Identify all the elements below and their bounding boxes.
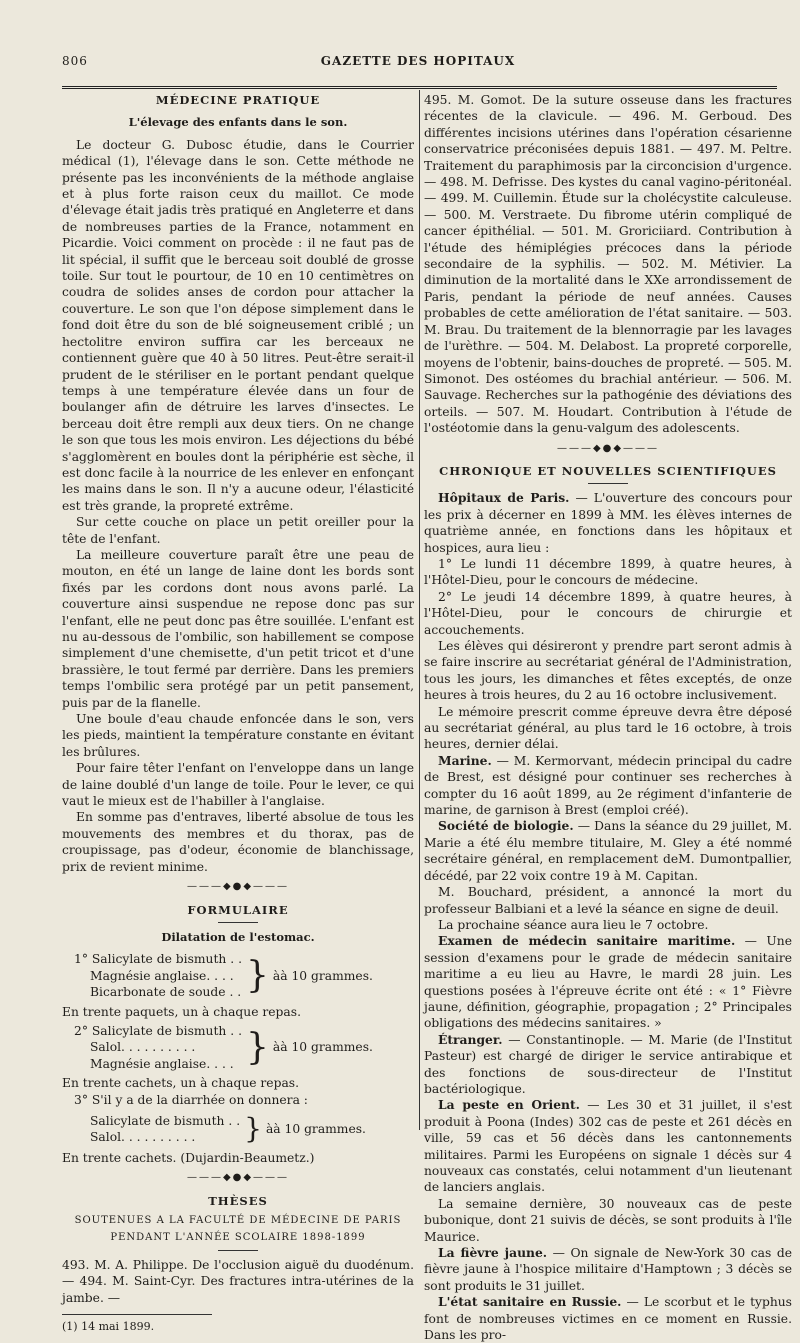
short-rule xyxy=(218,922,258,923)
news-item xyxy=(424,753,792,819)
rx-instruction: En trente cachets. (Dujardin-Beaumetz.) xyxy=(62,1150,315,1165)
section-ornament: ———◆●◆——— xyxy=(186,881,290,893)
news-text: — Les 30 et 31 juillet, il s'est produit à Poona (Indes) 302 cas de peste et 261 décès en ville, 59 cas et 56 décès dans les cantonnements militaires. Parmi les Européens on signale 1 décès sur 4 nouveaux cas constatés, celui notamment d'un lieutenant de lanciers anglais. xyxy=(424,1098,792,1195)
rx-item: 2° Salicylate de bismuth . . xyxy=(74,1023,242,1038)
paragraph: Les élèves qui désireront y prendre part seront admis à se faire inscrire au secrétariat général de l'Administration, tous les jours, les dimanches et fêtes exceptés, de onze heures à trois heures, du 2 au 16 octobre inclusivement. xyxy=(424,639,792,703)
brace-icon: } xyxy=(244,1111,262,1145)
news-item xyxy=(424,1245,792,1294)
section-title-medecine: MÉDECINE PRATIQUE xyxy=(155,93,321,107)
article-title-elevage: L'élevage des enfants dans le son. xyxy=(128,115,348,130)
rx-item: Salol. . . . . . . . . . xyxy=(90,1040,196,1055)
news-heading: La peste en Orient. xyxy=(438,1097,580,1113)
rx-intro: 3° S'il y a de la diarrhée on donnera : xyxy=(74,1092,308,1107)
news-heading: L'état sanitaire en Russie. xyxy=(438,1294,622,1310)
news-heading: Étranger. xyxy=(438,1031,503,1047)
left-column xyxy=(62,92,414,1336)
theses-list: 493. M. A. Philippe. De l'occlusion aiguë du duodénum. — 494. M. Saint-Cyr. Des fractures intra-utérines de la jambe. — xyxy=(62,1258,414,1305)
news-item xyxy=(424,1294,792,1343)
paragraph: 1° Le lundi 11 décembre 1899, à quatre heures, à l'Hôtel-Dieu, pour le concours de médecine. xyxy=(424,556,792,588)
brace-icon: } xyxy=(245,954,269,996)
paragraph: Sur cette couche on place un petit oreiller pour la tête de l'enfant. xyxy=(62,515,414,546)
rx-item: Salol. . . . . . . . . . xyxy=(90,1129,196,1144)
rx-dose: àà 10 grammes. xyxy=(265,1121,366,1136)
running-header xyxy=(62,54,774,70)
rx-instruction: En trente paquets, un à chaque repas. xyxy=(62,1004,301,1019)
paragraph: Le mémoire prescrit comme épreuve devra être déposé au secrétariat général, au plus tard le 16 octobre, à trois heures, dernier délai. xyxy=(424,704,792,752)
prescription-1 xyxy=(62,951,414,1000)
rx-item: Magnésie anglaise. . . . xyxy=(90,968,234,983)
rx-dose: àà 10 grammes. xyxy=(272,1040,373,1055)
paragraph: La prochaine séance aura lieu le 7 octobre. xyxy=(438,917,709,932)
news-item xyxy=(424,933,792,1031)
news-text: — Constantinople. — M. Marie (de l'Institut Pasteur) est chargé de diriger le service antirabique et des fonctions de sous-directeur de l'Institut bactériologique. xyxy=(424,1032,792,1096)
section-ornament: ———◆●◆——— xyxy=(556,442,660,454)
brace-icon: } xyxy=(245,1026,269,1068)
news-heading: Examen de médecin sanitaire maritime. xyxy=(438,933,736,949)
paragraph: Une boule d'eau chaude enfoncée dans le son, vers les pieds, maintient la température constante en évitant les brûlures. xyxy=(62,712,414,759)
news-heading: Marine. xyxy=(438,752,492,768)
header-rule xyxy=(62,86,777,89)
journal-title: GAZETTE DES HOPITAUX xyxy=(320,54,516,68)
section-ornament: ———◆●◆——— xyxy=(186,1172,290,1184)
paragraph: M. Bouchard, président, a annoncé la mort du professeur Balbiani et a levé la séance en signe de deuil. xyxy=(424,885,792,916)
paragraph: Le docteur G. Dubosc étudie, dans le Courrier médical (1), l'élevage dans le son. Cette méthode ne présente pas les inconvénients de la méthode anglaise et à plus forte raison ceux du maillot. Ce mode d'élevage était jadis très pratiqué en Angleterre et dans de nombreuses parties de la France, notamment en Picardie. Voici comment on procède : il ne faut pas de lit spécial, il suffit que le berceau soit doublé de grosse toile. Sur tout le pourtour, de 10 en 10 centimètres on coudra de solides anses de cordon pour attacher la couverture. Le son que l'on dépose simplement dans le fond doit être du son de blé soigneusement criblé ; un hectolitre environ suffira car les berceaux ne contiennent guère que 40 à 50 litres. Peut-être serait-il prudent de le stériliser en le portant pendant quelque temps à une température élevée dans un four de boulanger afin de détruire les larves d'insectes. Le berceau doit être rempli aux deux tiers. On ne change le son que tous les mois environ. Les déjections du bébé s'agglomèrent en boules dont la périphérie est sèche, il est donc facile à la nourrice de les enlever en enfonçant les mains dans le son. Il n'y a aucune odeur, l'élasticité est très grande, la propreté extrême. xyxy=(62,137,414,513)
rx-item: Magnésie anglaise. . . . xyxy=(90,1056,234,1071)
short-rule xyxy=(218,1250,258,1251)
news-item xyxy=(424,490,792,556)
news-item xyxy=(424,1032,792,1098)
news-item xyxy=(424,818,792,884)
news-heading: Hôpitaux de Paris. xyxy=(438,490,570,506)
rx-item: 1° Salicylate de bismuth . . xyxy=(74,952,242,967)
news-text: — Dans la séance du 29 juillet, M. Marie a été élu membre titulaire, M. Gley a été nommé secrétaire général, en remplacement deM. Dumontpallier, décédé, par 22 voix contre 19 à M. Capitan. xyxy=(424,819,792,883)
section-title-formulaire: FORMULAIRE xyxy=(187,902,289,917)
theses-subtitle: PENDANT L'ANNÉE SCOLAIRE 1898-1899 xyxy=(110,1231,366,1243)
paragraph: La meilleure couverture paraît être une peau de mouton, en été un lange de laine dont les bords sont fixés par les cordons dont nous avons parlé. La couverture ainsi suspendue ne repose donc pas sur l'enfant, elle ne peut donc pas être souillée. L'enfant est nu au-dessous de l'ombilic, son habillement se compose simplement d'une chemisette, d'un petit tricot et d'une brassière, le tout fermé par derrière. Dans les premiers temps l'ombilic sera protégé par un petit pansement, puis par de la flanelle. xyxy=(62,547,414,710)
rx-item: Bicarbonate de soude . . xyxy=(90,985,242,1000)
rx-item: Salicylate de bismuth . . xyxy=(90,1113,241,1128)
theses-subtitle: SOUTENUES A LA FACULTÉ DE MÉDECINE DE PARIS xyxy=(74,1215,402,1227)
news-text: — Le scorbut et le typhus font de nombreuses victimes en ce moment en Russie. Dans les pro- xyxy=(424,1295,792,1343)
section-title-theses: THÈSES xyxy=(208,1193,268,1208)
paragraph: 2° Le jeudi 14 décembre 1899, à quatre heures, à l'Hôtel-Dieu, pour le concours de chirurgie et accouchements. xyxy=(424,589,792,637)
theses-list-continued: 495. M. Gomot. De la suture osseuse dans les fractures récentes de la clavicule. — 496. M. Gerboud. Des différentes incisions utérines dans l'opération césarienne conservatrice préconisées depuis 1881. — 497. M. Peltre. Traitement du paraphimosis par la circoncision d'urgence. — 498. M. Defrisse. Des kystes du canal vagino-péritonéal. — 499. M. Cuillemin. Étude sur la cholécystite calculeuse. — 500. M. Verstraete. Du fibrome utérin compliqué de cancer épithélial. — 501. M. Groriciiard. Contribution à l'étude des hémiplégies précoces dans la période secondaire de la syphilis. — 502. M. Métivier. La diminution de la mortalité dans le XXe arrondissement de Paris, pendant la période de neuf années. Causes probables de cette amélioration de l'état sanitaire. — 503. M. Brau. Du traitement de la blennorragie par les lavages de l'urèthre. — 504. M. Delabost. La propreté corporelle, moyens de l'obtenir, bains-douches de propreté. — 505. M. Simonot. Des ostéomes du brachial antérieur. — 506. M. Sauvage. Recherches sur la pathogénie des déviations des orteils. — 507. M. Houdart. Contribution à l'étude de l'ostéotomie dans la genu-valgum des adolescents. xyxy=(424,93,792,436)
section-title-chronique: CHRONIQUE ET NOUVELLES SCIENTIFIQUES xyxy=(439,463,777,478)
footnote: (1) 14 mai 1899. xyxy=(62,1320,155,1334)
right-column xyxy=(424,92,792,1343)
prescription-3 xyxy=(62,1111,414,1147)
column-divider xyxy=(419,90,420,1130)
news-text: — L'ouverture des concours pour les prix à décerner en 1899 à MM. les élèves internes de quatrième année, en fonctions dans les hôpitaux et hospices, aura lieu : xyxy=(424,491,792,555)
news-heading: La fièvre jaune. xyxy=(438,1245,548,1261)
rx-dose: àà 10 grammes. xyxy=(272,968,373,983)
paragraph: Pour faire têter l'enfant on l'enveloppe dans un lange de laine doublé d'un lange de toile. Pour le lever, ce qui vaut le mieux est de l'habiller à l'anglaise. xyxy=(62,761,414,809)
news-text: — On signale de New-York 30 cas de fièvre jaune à l'hospice militaire d'Hamptown ; 3 décès se sont produits le 31 juillet. xyxy=(424,1246,792,1293)
short-rule xyxy=(588,483,628,484)
page-number: 806 xyxy=(62,54,88,68)
prescription-2 xyxy=(62,1023,414,1072)
paragraph: La semaine dernière, 30 nouveaux cas de peste bubonique, dont 21 suivis de décès, se sont produits à l'île Maurice. xyxy=(424,1196,792,1244)
formula-title: Dilatation de l'estomac. xyxy=(161,929,315,944)
news-heading: Société de biologie. xyxy=(438,818,574,834)
news-text: — M. Kermorvant, médecin principal du cadre de Brest, est désigné pour continuer ses recherches à compter du 16 août 1899, au 2e régiment d'infanterie de marine, de garnison à Brest (emploi créé). xyxy=(424,753,792,818)
news-item xyxy=(424,1097,792,1195)
paragraph: En somme pas d'entraves, liberté absolue de tous les mouvements des membres et du thorax, pas de croupissage, pas d'odeur, économie de blanchissage, prix de revient minime. xyxy=(62,810,414,874)
footnote-rule xyxy=(62,1314,212,1315)
news-text: — Une session d'examens pour le grade de médecin sanitaire maritime a eu lieu au Havre, le mardi 28 juin. Les questions posées à l'épreuve écrite ont été : « 1° Fièvre jaune, définition, géographie, propagation ; 2° Principales obligations des médecins sanitaires. » xyxy=(424,934,792,1031)
rx-instruction: En trente cachets, un à chaque repas. xyxy=(62,1076,300,1091)
